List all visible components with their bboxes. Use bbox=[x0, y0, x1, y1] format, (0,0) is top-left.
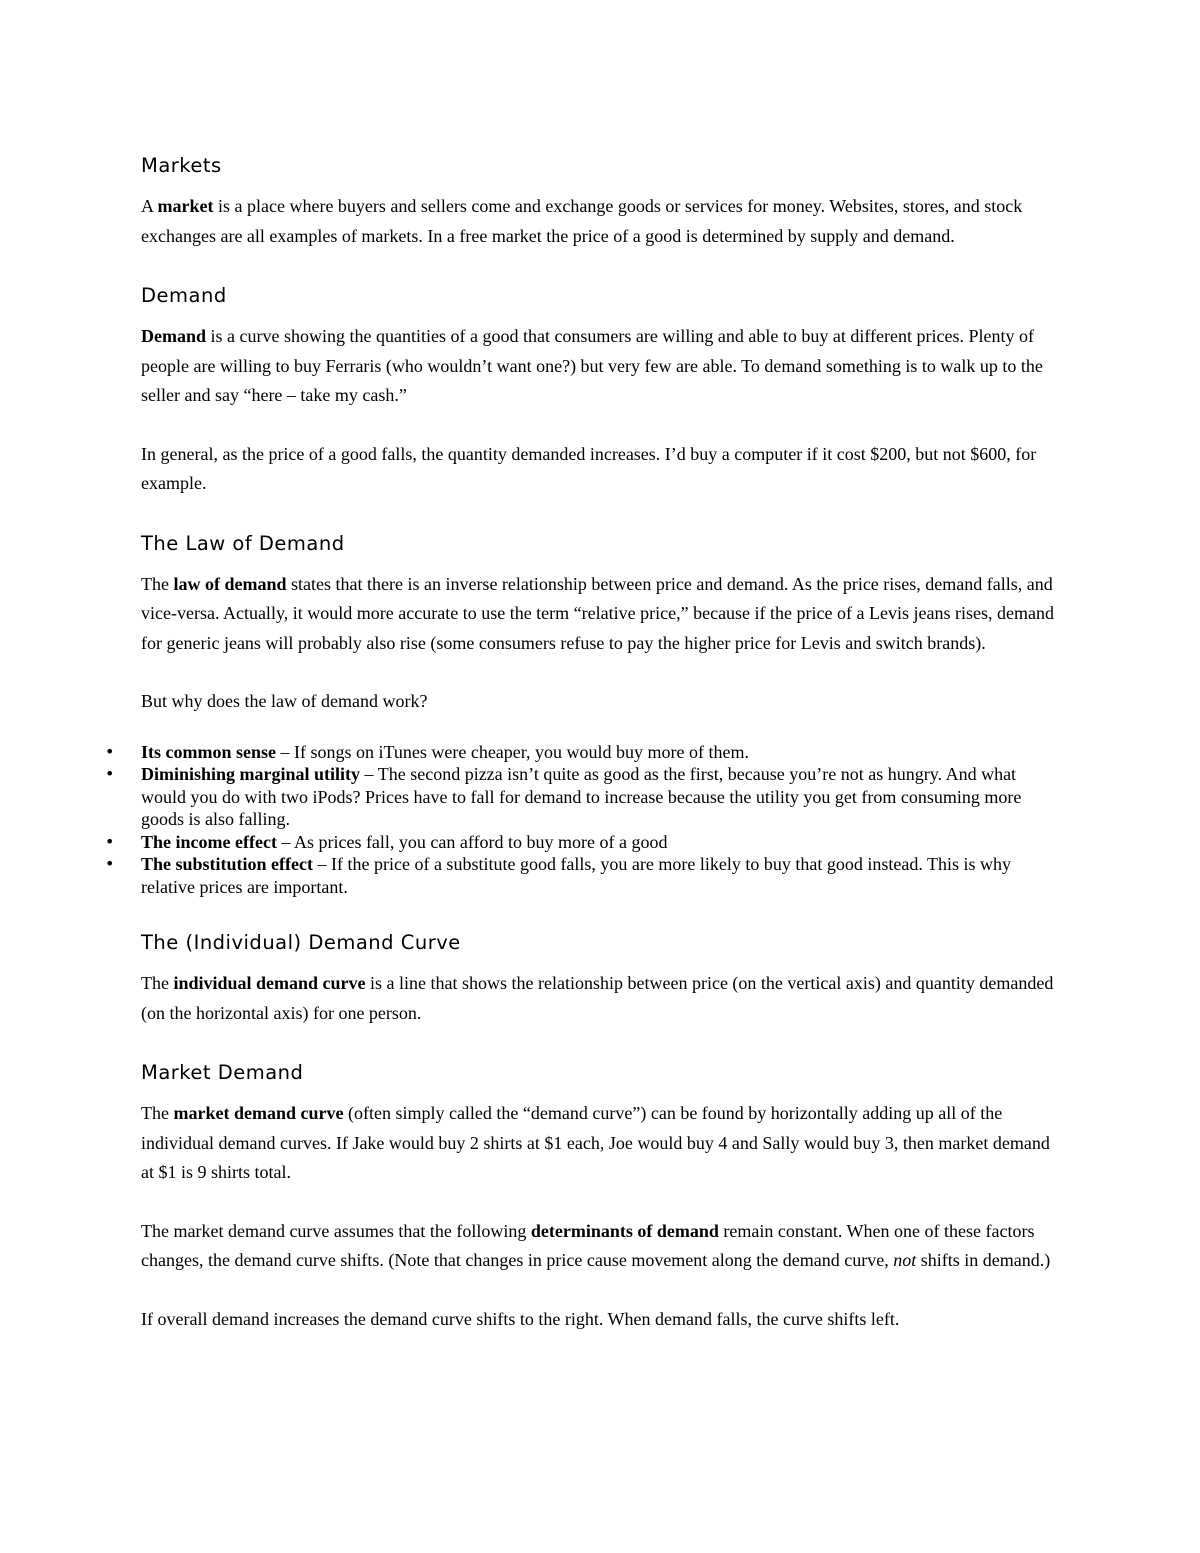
heading-markets: Markets bbox=[141, 154, 222, 177]
demand-paragraph-2: In general, as the price of a good falls, the quantity demanded increases. I’d buy a computer if it cost $200, but not $600, for example. bbox=[141, 443, 1037, 493]
bullet-icon: • bbox=[105, 854, 115, 873]
list-item: • Diminishing marginal utility – The second pizza isn’t quite as good as the first, because you’re not as hungry. And what would you do with two iPods? Prices have to fall for demand to increase because the utility you get from consuming more goods is also falling. bbox=[105, 764, 1022, 829]
term-determinants-of-demand: determinants of demand bbox=[530, 1220, 719, 1241]
heading-market-demand: Market Demand bbox=[141, 1061, 304, 1084]
term-law-of-demand: law of demand bbox=[173, 573, 287, 594]
term-demand: Demand bbox=[141, 326, 207, 346]
bullet-icon: • bbox=[105, 831, 115, 851]
law-reasons-list bbox=[105, 741, 1061, 899]
term-market-demand-curve: market demand curve bbox=[173, 1103, 344, 1123]
list-item: • The income effect – As prices fall, you can afford to buy more of a good bbox=[105, 831, 668, 852]
heading-demand: Demand bbox=[141, 284, 227, 307]
term-individual-demand-curve: individual demand curve bbox=[173, 973, 366, 993]
market-demand-paragraph-1: The market demand curve (often simply called the “demand curve”) can be found by horizontally adding up all of the individual demand curves. If Jake would buy 2 shirts at $1 each, Joe would buy 4 and Sally would buy 3, then market demand at $1 is 9 shirts total. bbox=[141, 1103, 1050, 1182]
markets-paragraph: A market is a place where buyers and sellers come and exchange goods or services for money. Websites, stores, and stock exchanges are all examples of markets. In a free market the price of a good is determined by supply and demand. bbox=[141, 196, 1023, 246]
document-body bbox=[105, 150, 1061, 1334]
heading-individual-demand-curve: The (Individual) Demand Curve bbox=[141, 931, 461, 954]
individual-paragraph: The individual demand curve is a line that shows the relationship between price (on the vertical axis) and quantity demanded (on the horizontal axis) for one person. bbox=[141, 973, 1054, 1023]
heading-law-of-demand: The Law of Demand bbox=[141, 531, 345, 555]
bullet-icon: • bbox=[105, 741, 115, 761]
term-market: market bbox=[157, 196, 214, 216]
list-item: • The substitution effect – If the price of a substitute good falls, you are more likely to buy that good instead. This is why relative prices are important. bbox=[105, 854, 1012, 897]
bullet-icon: • bbox=[105, 764, 115, 783]
law-paragraph-1: The law of demand states that there is an inverse relationship between price and demand. As the price rises, demand falls, and vice-versa. Actually, it would more accurate to use the term “relative price,” because if the price of a Levis jeans rises, demand for generic jeans will probably also rise (some consumers refuse to pay the higher price for Levis and switch brands). bbox=[141, 573, 1054, 653]
demand-paragraph-1: Demand is a curve showing the quantities of a good that consumers are willing and able to buy at different prices. Plenty of people are willing to buy Ferraris (who wouldn’t want one?) but very few are able. To demand something is to walk up to the seller and say “here – take my cash.” bbox=[141, 326, 1043, 405]
law-paragraph-2: But why does the law of demand work? bbox=[141, 691, 428, 711]
market-demand-paragraph-3: If overall demand increases the demand curve shifts to the right. When demand falls, the curve shifts left. bbox=[141, 1308, 900, 1329]
list-item: • Its common sense – If songs on iTunes were cheaper, you would buy more of them. bbox=[105, 741, 750, 762]
market-demand-paragraph-2: The market demand curve assumes that the following determinants of demand remain constant. When one of these factors changes, the demand curve shifts. (Note that changes in price cause movement along the demand curve, not shifts in demand.) bbox=[141, 1220, 1051, 1270]
